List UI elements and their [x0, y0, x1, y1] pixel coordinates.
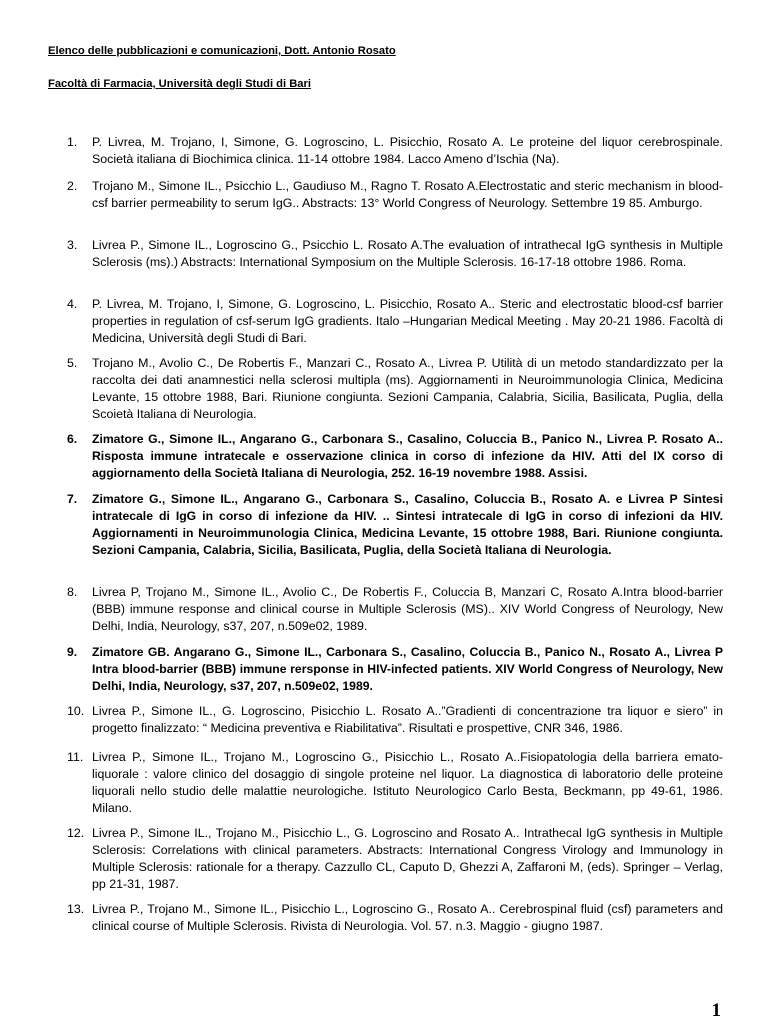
publication-text: Livrea P., Trojano M., Simone IL., Pisicchio L., Logroscino G., Rosato A.. Cerebrospinal fluid (csf) parameters and clinical course of Multiple Sclerosis. Rivista di Neurologia. Vol. 57. n.3. Maggio - giugno 1987. [92, 902, 723, 933]
publication-text: P. Livrea, M. Trojano, I, Simone, G. Logroscino, L. Pisicchio, Rosato A.. Steric and electrostatic blood-csf barrier properties in regulation of csf-serum IgG gradients. Italo –Hungarian Medical Meeting . May 20-21 1986. Facoltà di Medicina, Università degli Studi di Bari. [92, 297, 723, 345]
publication-number: 2. [67, 179, 78, 193]
page-number: 1 [711, 1000, 721, 1021]
publication-text: Zimatore G., Simone IL., Angarano G., Carbonara S., Casalino, Coluccia B., Rosato A. e Livrea P Sintesi intratecale di IgG in corso di infezione da HIV. .. Sintesi intratecale di IgG in corso di infezioni da HIV. Aggiornamenti in Neuroimmunologia Clinica, Medicina Levante, 15 ottobre 1988, Bari. Riunione congiunta. Sezioni Campania, Calabria, Sicilia, Basilicata, Puglia, della Società Italiana di Neurologia. [92, 492, 723, 557]
publication-text: P. Livrea, M. Trojano, I, Simone, G. Logroscino, L. Pisicchio, Rosato A. Le proteine del liquor cerebrospinale. Società italiana di Biochimica clinica. 11-14 ottobre 1984. Lacco Ameno d’Ischia (Na). [92, 135, 723, 166]
publication-text: Trojano M., Simone IL., Psicchio L., Gaudiuso M., Ragno T. Rosato A.Electrostatic and steric mechanism in blood-csf barrier permeability to serum IgG.. Abstracts: 13° World Congress of Neurology. Settembre 19 85. Amburgo. [92, 179, 723, 210]
publication-text: Zimatore G., Simone IL., Angarano G., Carbonara S., Casalino, Coluccia B., Panico N., Livrea P. Rosato A.. Risposta immune intratecale e osservazione clinica in corso di infezione da HIV. Atti del IX corso di aggiornamento della Società Italiana di Neurologia, 252. 16-19 novembre 1988. Assisi. [92, 432, 723, 480]
publication-number: 10. [67, 704, 85, 718]
publication-text: Livrea P., Simone IL., Trojano M., Logroscino G., Pisicchio L., Rosato A..Fisiopatologia della barriera emato-liquorale : valore clinico del dosaggio di singole proteine nel liquor. La diagnostica di laboratorio delle proteine liquorali nello studio delle malattie neurologiche. Istituto Neurologico Carlo Besta, Beckmann, pp 49-61, 1986. Milano. [92, 750, 723, 815]
publication-number: 5. [67, 356, 78, 370]
publication-number: 3. [67, 238, 78, 252]
publication-text: Livrea P, Trojano M., Simone IL., Avolio C., De Robertis F., Coluccia B, Manzari C, Rosato A.Intra blood-barrier (BBB) immune response and clinical course in Multiple Sclerosis (MS).. XIV World Congress of Neurology, New Delhi, India, Neurology, s37, 207, n.509e02, 1989. [92, 585, 723, 633]
publication-text: Trojano M., Avolio C., De Robertis F., Manzari C., Rosato A., Livrea P. Utilità di un metodo standardizzato per la raccolta dei dati anamnestici nella sclerosi multipla (ms). Aggiornamenti in Neuroimmunologia Clinica, Medicina Levante, 15 ottobre 1988, Bari. Riunione congiunta. Sezioni Campania, Calabria, Sicilia, Basilicata, Puglia, della Scoietà Italiana di Neurologia. [92, 356, 723, 421]
publication-number: 1. [67, 135, 78, 149]
publication-number: 4. [67, 297, 78, 311]
publication-number: 6. [67, 432, 78, 446]
publication-text: Livrea P., Simone IL., G. Logroscino, Pisicchio L. Rosato A..”Gradienti di concentrazione tra liquor e siero” in progetto finalizzato: “ Medicina preventiva e Riabilitativa”. Risultati e prospettive, CNR 346, 1986. [92, 704, 723, 735]
publication-text: Livrea P., Simone IL., Trojano M., Pisicchio L., G. Logroscino and Rosato A.. Intrathecal IgG synthesis in Multiple Sclerosis: Correlations with clinical parameters. Abstracts: International Congress Virology and Immunology in Multiple Sclerosis: rationale for a therapy. Cazzullo CL, Caputo D, Ghezzi A, Zaffaroni M, (eds). Springer – Verlag, pp 21-31, 1987. [92, 826, 723, 891]
publication-text: Livrea P., Simone IL., Logroscino G., Psicchio L. Rosato A.The evaluation of intrathecal IgG synthesis in Multiple Sclerosis (ms).) Abstracts: International Symposium on the Multiple Sclerosis. 16-17-18 ottobre 1986. Roma. [92, 238, 723, 269]
publication-number: 11. [67, 750, 84, 764]
publication-number: 13. [67, 902, 85, 916]
publication-number: 12. [67, 826, 85, 840]
document-title: Elenco delle pubblicazioni e comunicazioni, Dott. Antonio Rosato [48, 45, 396, 57]
publication-number: 7. [67, 492, 78, 506]
faculty-subtitle: Facoltà di Farmacia, Università degli Studi di Bari [48, 78, 311, 90]
publication-number: 8. [67, 585, 78, 599]
publication-number: 9. [67, 645, 78, 659]
publication-text: Zimatore GB. Angarano G., Simone IL., Carbonara S., Casalino, Coluccia B., Panico N., Rosato A., Livrea P Intra blood-barrier (BBB) immune rersponse in HIV-infected patients. XIV World Congress of Neurology, New Delhi, India, Neurology, s37, 207, n.509e02, 1989. [92, 645, 723, 693]
